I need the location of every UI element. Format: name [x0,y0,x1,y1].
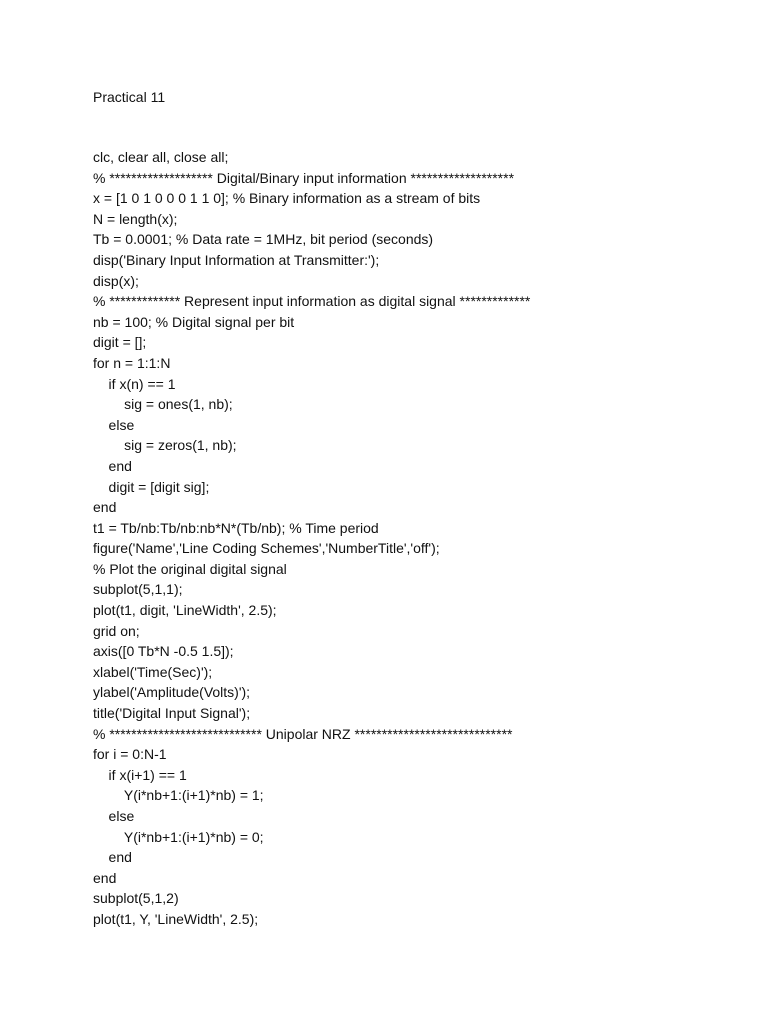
code-line: digit = []; [93,334,147,351]
code-line: t1 = Tb/nb:Tb/nb:nb*N*(Tb/nb); % Time period [93,519,379,536]
code-line: Y(i*nb+1:(i+1)*nb) = 1; [93,787,264,804]
code-line: Y(i*nb+1:(i+1)*nb) = 0; [93,828,264,845]
code-line: if x(n) == 1 [93,375,176,392]
code-line: clc, clear all, close all; [93,149,229,165]
code-line: figure('Name','Line Coding Schemes','NumberTitle','off'); [93,540,440,557]
code-line: title('Digital Input Signal'); [93,705,251,722]
code-line: sig = zeros(1, nb); [93,437,237,454]
code-line: if x(i+1) == 1 [93,766,187,783]
code-line: sig = ones(1, nb); [93,396,233,413]
code-line: nb = 100; % Digital signal per bit [93,313,295,330]
code-line: else [93,808,135,824]
code-line: grid on; [93,622,140,639]
code-line: for n = 1:1:N [93,354,171,371]
code-line: digit = [digit sig]; [93,478,210,495]
code-line: N = length(x); [93,210,178,227]
code-line: end [93,457,132,474]
code-line: % **************************** Unipolar NRZ ***************************** [93,725,513,742]
code-line: ylabel('Amplitude(Volts)'); [93,684,251,701]
code-line: end [93,849,132,866]
code-line: % Plot the original digital signal [93,560,287,577]
code-line: % ************* Represent input information as digital signal ************* [93,293,531,310]
code-line: subplot(5,1,1); [93,581,183,598]
code-line: disp(x); [93,272,139,289]
code-line: x = [1 0 1 0 0 0 1 1 0]; % Binary information as a stream of bits [93,190,481,207]
code-line: plot(t1, Y, 'LineWidth', 2.5); [93,910,259,927]
code-line: xlabel('Time(Sec)'); [93,663,213,680]
code-line: for i = 0:N-1 [93,746,167,763]
code-line: % ******************* Digital/Binary input information ******************* [93,169,515,186]
code-line: Tb = 0.0001; % Data rate = 1MHz, bit period (seconds) [93,231,434,248]
code-line: plot(t1, digit, 'LineWidth', 2.5); [93,602,277,619]
code-line: end [93,499,117,516]
code-line: end [93,869,117,886]
code-line: subplot(5,1,2) [93,890,179,907]
code-line: axis([0 Tb*N -0.5 1.5]); [93,643,234,660]
code-line: else [93,416,135,433]
code-listing [93,147,530,930]
code-line: disp('Binary Input Information at Transmitter:'); [93,251,380,268]
document-title: Practical 11 [93,89,166,105]
